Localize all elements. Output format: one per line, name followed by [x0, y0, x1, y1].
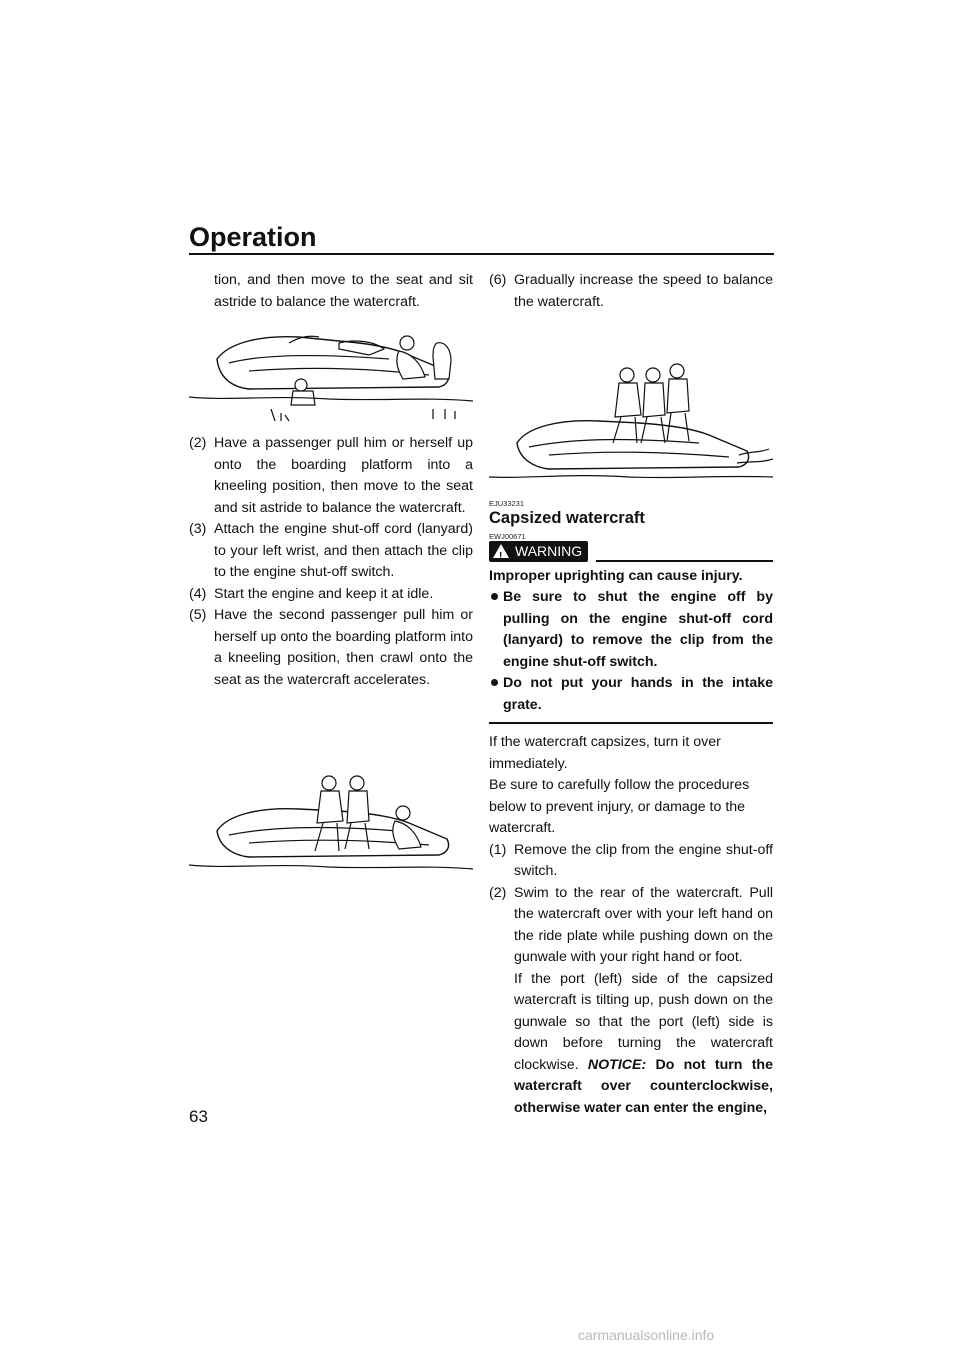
page-number: 63 [189, 1107, 208, 1126]
paragraph-capsize: If the watercraft capsizes, turn it over immediately. [489, 734, 721, 772]
section-code: EJU33231 [489, 499, 525, 508]
step-4 [189, 584, 473, 606]
paragraph-procedure: Be sure to carefully follow the procedures below to prevent injury, or damage to the watercraft. [489, 777, 750, 836]
step-text: Start the engine and keep it at idle. [214, 585, 434, 602]
step-5 [189, 605, 473, 691]
illustration-three-riders [489, 331, 773, 481]
step-text: Have the second passenger pull him or herself up onto the boarding platform into a kneeling position, then crawl onto the seat as the watercraft accelerates. [214, 607, 473, 688]
title-rule [189, 253, 774, 255]
step-number: (2) [189, 435, 207, 451]
right-column [489, 270, 773, 1119]
step-text: Have a passenger pull him or herself up onto the boarding platform into a kneeling position, then move to the seat and sit astride to balance the watercraft. [214, 435, 473, 516]
intro-continuation: tion, and then move to the seat and sit astride to balance the watercraft. [214, 272, 473, 310]
step-2-sub-text: If the port (left) side of the capsized watercraft is tilting up, push down on the gunwale so that the port (left) side is down before turning the watercraft clockwise. [514, 970, 773, 1073]
warning-header [489, 541, 773, 562]
notice-label: NOTICE: [587, 1056, 647, 1073]
warning-lead: Improper uprighting can cause injury. [489, 567, 743, 584]
step-number: (2) [489, 884, 507, 901]
step-number: (4) [189, 585, 207, 602]
bullet-text: Be sure to shut the engine off by pulling on the engine shut-off cord (lanyard) to remove the clip from the engine shut-off switch. [503, 589, 773, 670]
warning-bullet [489, 587, 773, 673]
step-text: Remove the clip from the engine shut-off switch. [514, 841, 773, 879]
step-text: Gradually increase the speed to balance the watercraft. [514, 272, 773, 310]
step-6 [489, 270, 773, 313]
notice-text: Do not turn the watercraft over counterclockwise, otherwise water can enter the engine, [514, 1056, 773, 1116]
section-title: Capsized watercraft [489, 509, 645, 527]
warning-badge [489, 541, 588, 562]
warning-label: WARNING [515, 542, 583, 559]
watermark: carmanualsonline.info [578, 1327, 715, 1343]
illustration-second-passenger-boarding [189, 731, 473, 881]
bullet-text: Do not put your hands in the intake grate. [503, 675, 773, 713]
bullet-icon [489, 673, 503, 716]
step-number: (3) [189, 521, 207, 537]
step-3 [189, 519, 473, 584]
capsize-step-2 [489, 883, 773, 969]
capsize-step-2-detail [489, 969, 773, 1120]
step-number: (6) [489, 272, 507, 288]
left-column [189, 270, 473, 881]
step-number: (1) [489, 841, 507, 858]
warning-code: EWJ00671 [489, 531, 526, 541]
step-text: Attach the engine shut-off cord (lanyard) to your left wrist, and then attach the clip to the engine shut-off switch. [214, 521, 473, 580]
warning-rule [596, 560, 773, 562]
warning-triangle-icon: ! [493, 544, 509, 558]
step-text: Swim to the rear of the watercraft. Pull the watercraft over with your left hand on the ride plate while pushing down on the gunwale with your right hand or foot. [514, 884, 773, 965]
illustration-passenger-boarding [189, 313, 473, 425]
step-2 [189, 433, 473, 519]
capsize-step-1 [489, 840, 773, 883]
bullet-icon [489, 587, 503, 673]
page-title: Operation [189, 222, 317, 252]
warning-bullet [489, 673, 773, 716]
warning-box [489, 562, 773, 725]
step-number: (5) [189, 607, 207, 623]
